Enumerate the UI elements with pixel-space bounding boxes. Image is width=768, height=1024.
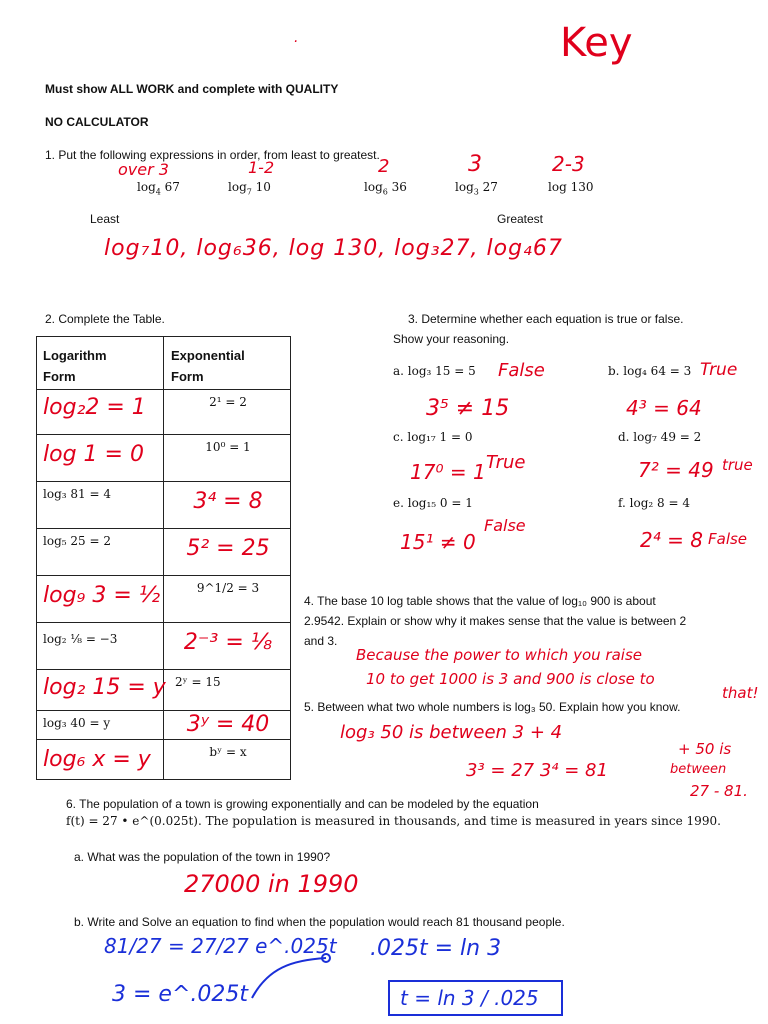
table-row-2-exp: 10⁰ = 1 xyxy=(205,440,251,454)
q6a-answer: 27000 in 1990 xyxy=(184,870,359,898)
table-row xyxy=(37,622,290,670)
q1-expression-5: log 130 xyxy=(548,180,594,194)
q1-prompt: 1. Put the following expressions in order, from least to greatest. xyxy=(45,148,380,162)
q5-answer-line5: 27 - 81. xyxy=(690,782,748,800)
q3-item-d: d. log₇ 49 = 2 xyxy=(618,430,702,444)
table-row xyxy=(37,528,290,576)
table-row xyxy=(37,739,290,779)
q6b-work-line3: .025t = ln 3 xyxy=(370,936,502,961)
q3-item-f-work: 2⁴ = 8 xyxy=(640,528,703,552)
table-row-9-log: log₆ x = y xyxy=(43,747,151,772)
q3-item-a: a. log₃ 15 = 5 xyxy=(393,364,476,378)
q1-expression-3: $\log_6 36$ xyxy=(364,180,407,197)
q3-item-b-verdict: True xyxy=(700,360,738,380)
table-row-8-log: log₃ 40 = y xyxy=(43,716,111,730)
table-row-3-exp: 3⁴ = 8 xyxy=(193,489,263,514)
q3-prompt-reasoning: Show your reasoning. xyxy=(393,332,510,346)
q3-item-a-work: 3⁵ ≠ 15 xyxy=(426,396,510,421)
table-row xyxy=(37,389,290,435)
q5-answer-line3: + 50 is xyxy=(678,740,732,758)
instruction-no-calculator: NO CALCULATOR xyxy=(45,115,149,129)
q6a-prompt: a. What was the population of the town in 1990? xyxy=(74,850,331,864)
q3-item-e-verdict: False xyxy=(484,516,526,535)
table-row-5-exp: 9^1/2 = 3 xyxy=(196,581,260,595)
q1-answer: log₇10, log₆36, log 130, log₃27, log₄67 xyxy=(104,236,563,261)
q6b-prompt: b. Write and Solve an equation to find when the population would reach 81 thousand people. xyxy=(74,915,565,929)
q1-note-4: 3 xyxy=(468,152,482,177)
table-row xyxy=(37,434,290,482)
q4-answer-line3: that! xyxy=(722,684,759,702)
q2-prompt: 2. Complete the Table. xyxy=(45,312,165,326)
table-row xyxy=(37,481,290,529)
q5-answer-line4: between xyxy=(670,762,727,777)
q3-item-d-work: 7² = 49 xyxy=(638,458,714,482)
table-row-7-exp: 2ʸ = 15 xyxy=(175,675,221,689)
instruction-show-work: Must show ALL WORK and complete with QUALITY xyxy=(45,82,339,96)
q3-item-b: b. log₄ 64 = 3 xyxy=(608,364,692,378)
table-row-4-log: log₅ 25 = 2 xyxy=(43,534,111,548)
stray-dot: . xyxy=(294,30,299,46)
q6b-work-line2: 3 = e^.025t xyxy=(112,982,248,1007)
table-row-3-log: log₃ 81 = 4 xyxy=(43,487,111,501)
table-header-row xyxy=(37,337,290,390)
table-row-1-exp: 2¹ = 2 xyxy=(209,395,247,409)
q1-note-2: 1-2 xyxy=(248,158,275,177)
q3-item-a-verdict: False xyxy=(498,360,545,381)
q4-answer-line1: Because the power to which you raise xyxy=(356,646,642,664)
q4-prompt-line1: 4. The base 10 log table shows that the value of log₁₀ 900 is about xyxy=(304,594,656,608)
table-row-8-exp: 3ʸ = 40 xyxy=(186,712,270,737)
table-row-6-exp: 2⁻³ = ⅛ xyxy=(183,630,273,655)
q1-expression-4: $\log_3 27$ xyxy=(455,180,498,197)
q1-note-1: over 3 xyxy=(118,160,169,179)
table-row-1-log: log₂2 = 1 xyxy=(43,395,146,420)
answer-key-mark: Key xyxy=(560,20,633,66)
q3-item-c: c. log₁₇ 1 = 0 xyxy=(393,430,473,444)
q3-item-c-verdict: True xyxy=(486,452,526,473)
col-header-exponential: Exponential Form xyxy=(171,348,245,384)
table-row xyxy=(37,710,290,740)
q1-least-label: Least xyxy=(90,212,120,226)
table-row-6-log: log₂ ⅛ = −3 xyxy=(43,632,118,646)
q3-item-c-work: 17⁰ = 1 xyxy=(410,460,486,484)
q1-note-5: 2-3 xyxy=(552,152,585,176)
q1-expression-2: $\log_7 10$ xyxy=(228,180,271,197)
log-exp-table xyxy=(36,336,291,780)
table-row-4-exp: 5² = 25 xyxy=(186,536,270,561)
table-row-7-log: log₂ 15 = y xyxy=(43,675,166,700)
table-row-2-log: log 1 = 0 xyxy=(43,442,144,467)
q3-prompt: 3. Determine whether each equation is true or false. xyxy=(408,312,684,326)
q4-answer-line2: 10 to get 1000 is 3 and 900 is close to xyxy=(366,670,655,688)
table-row-9-exp: bʸ = x xyxy=(209,745,247,759)
q4-prompt-line3: and 3. xyxy=(304,634,338,648)
q5-prompt: 5. Between what two whole numbers is log₃ 50. Explain how you know. xyxy=(304,700,681,714)
table-row xyxy=(37,575,290,623)
table-row-5-log: log₉ 3 = ½ xyxy=(43,583,161,608)
q1-greatest-label: Greatest xyxy=(497,212,544,226)
q6b-work-line1: 81/27 = 27/27 e^.025t xyxy=(104,934,337,958)
q3-item-b-work: 4³ = 64 xyxy=(626,396,702,420)
q3-item-f: f. log₂ 8 = 4 xyxy=(618,496,690,510)
q6-prompt-line2: f(t) = 27 • e^(0.025t). The population is measured in thousands, and time is measured in years since 1990. xyxy=(66,814,721,828)
q5-answer-line1: log₃ 50 is between 3 + 4 xyxy=(340,722,563,743)
q3-item-e: e. log₁₅ 0 = 1 xyxy=(393,496,473,510)
q3-item-e-work: 15¹ ≠ 0 xyxy=(400,530,476,554)
q5-answer-line2: 3³ = 27 3⁴ = 81 xyxy=(466,760,608,781)
col-header-logarithm: Logarithm Form xyxy=(43,348,107,384)
table-row xyxy=(37,669,290,711)
q6-prompt-line1: 6. The population of a town is growing exponentially and can be modeled by the equation xyxy=(66,797,539,811)
q6b-arrow-icon xyxy=(248,948,334,1002)
q3-item-f-verdict: False xyxy=(708,530,748,548)
q1-expression-1: $\log_4 67$ xyxy=(137,180,180,197)
q4-prompt-line2: 2.9542. Explain or show why it makes sense that the value is between 2 xyxy=(304,614,687,628)
q3-item-d-verdict: true xyxy=(722,456,753,474)
q6b-boxed-answer: t = ln 3 / .025 xyxy=(388,980,563,1016)
q1-note-3: 2 xyxy=(378,156,390,177)
